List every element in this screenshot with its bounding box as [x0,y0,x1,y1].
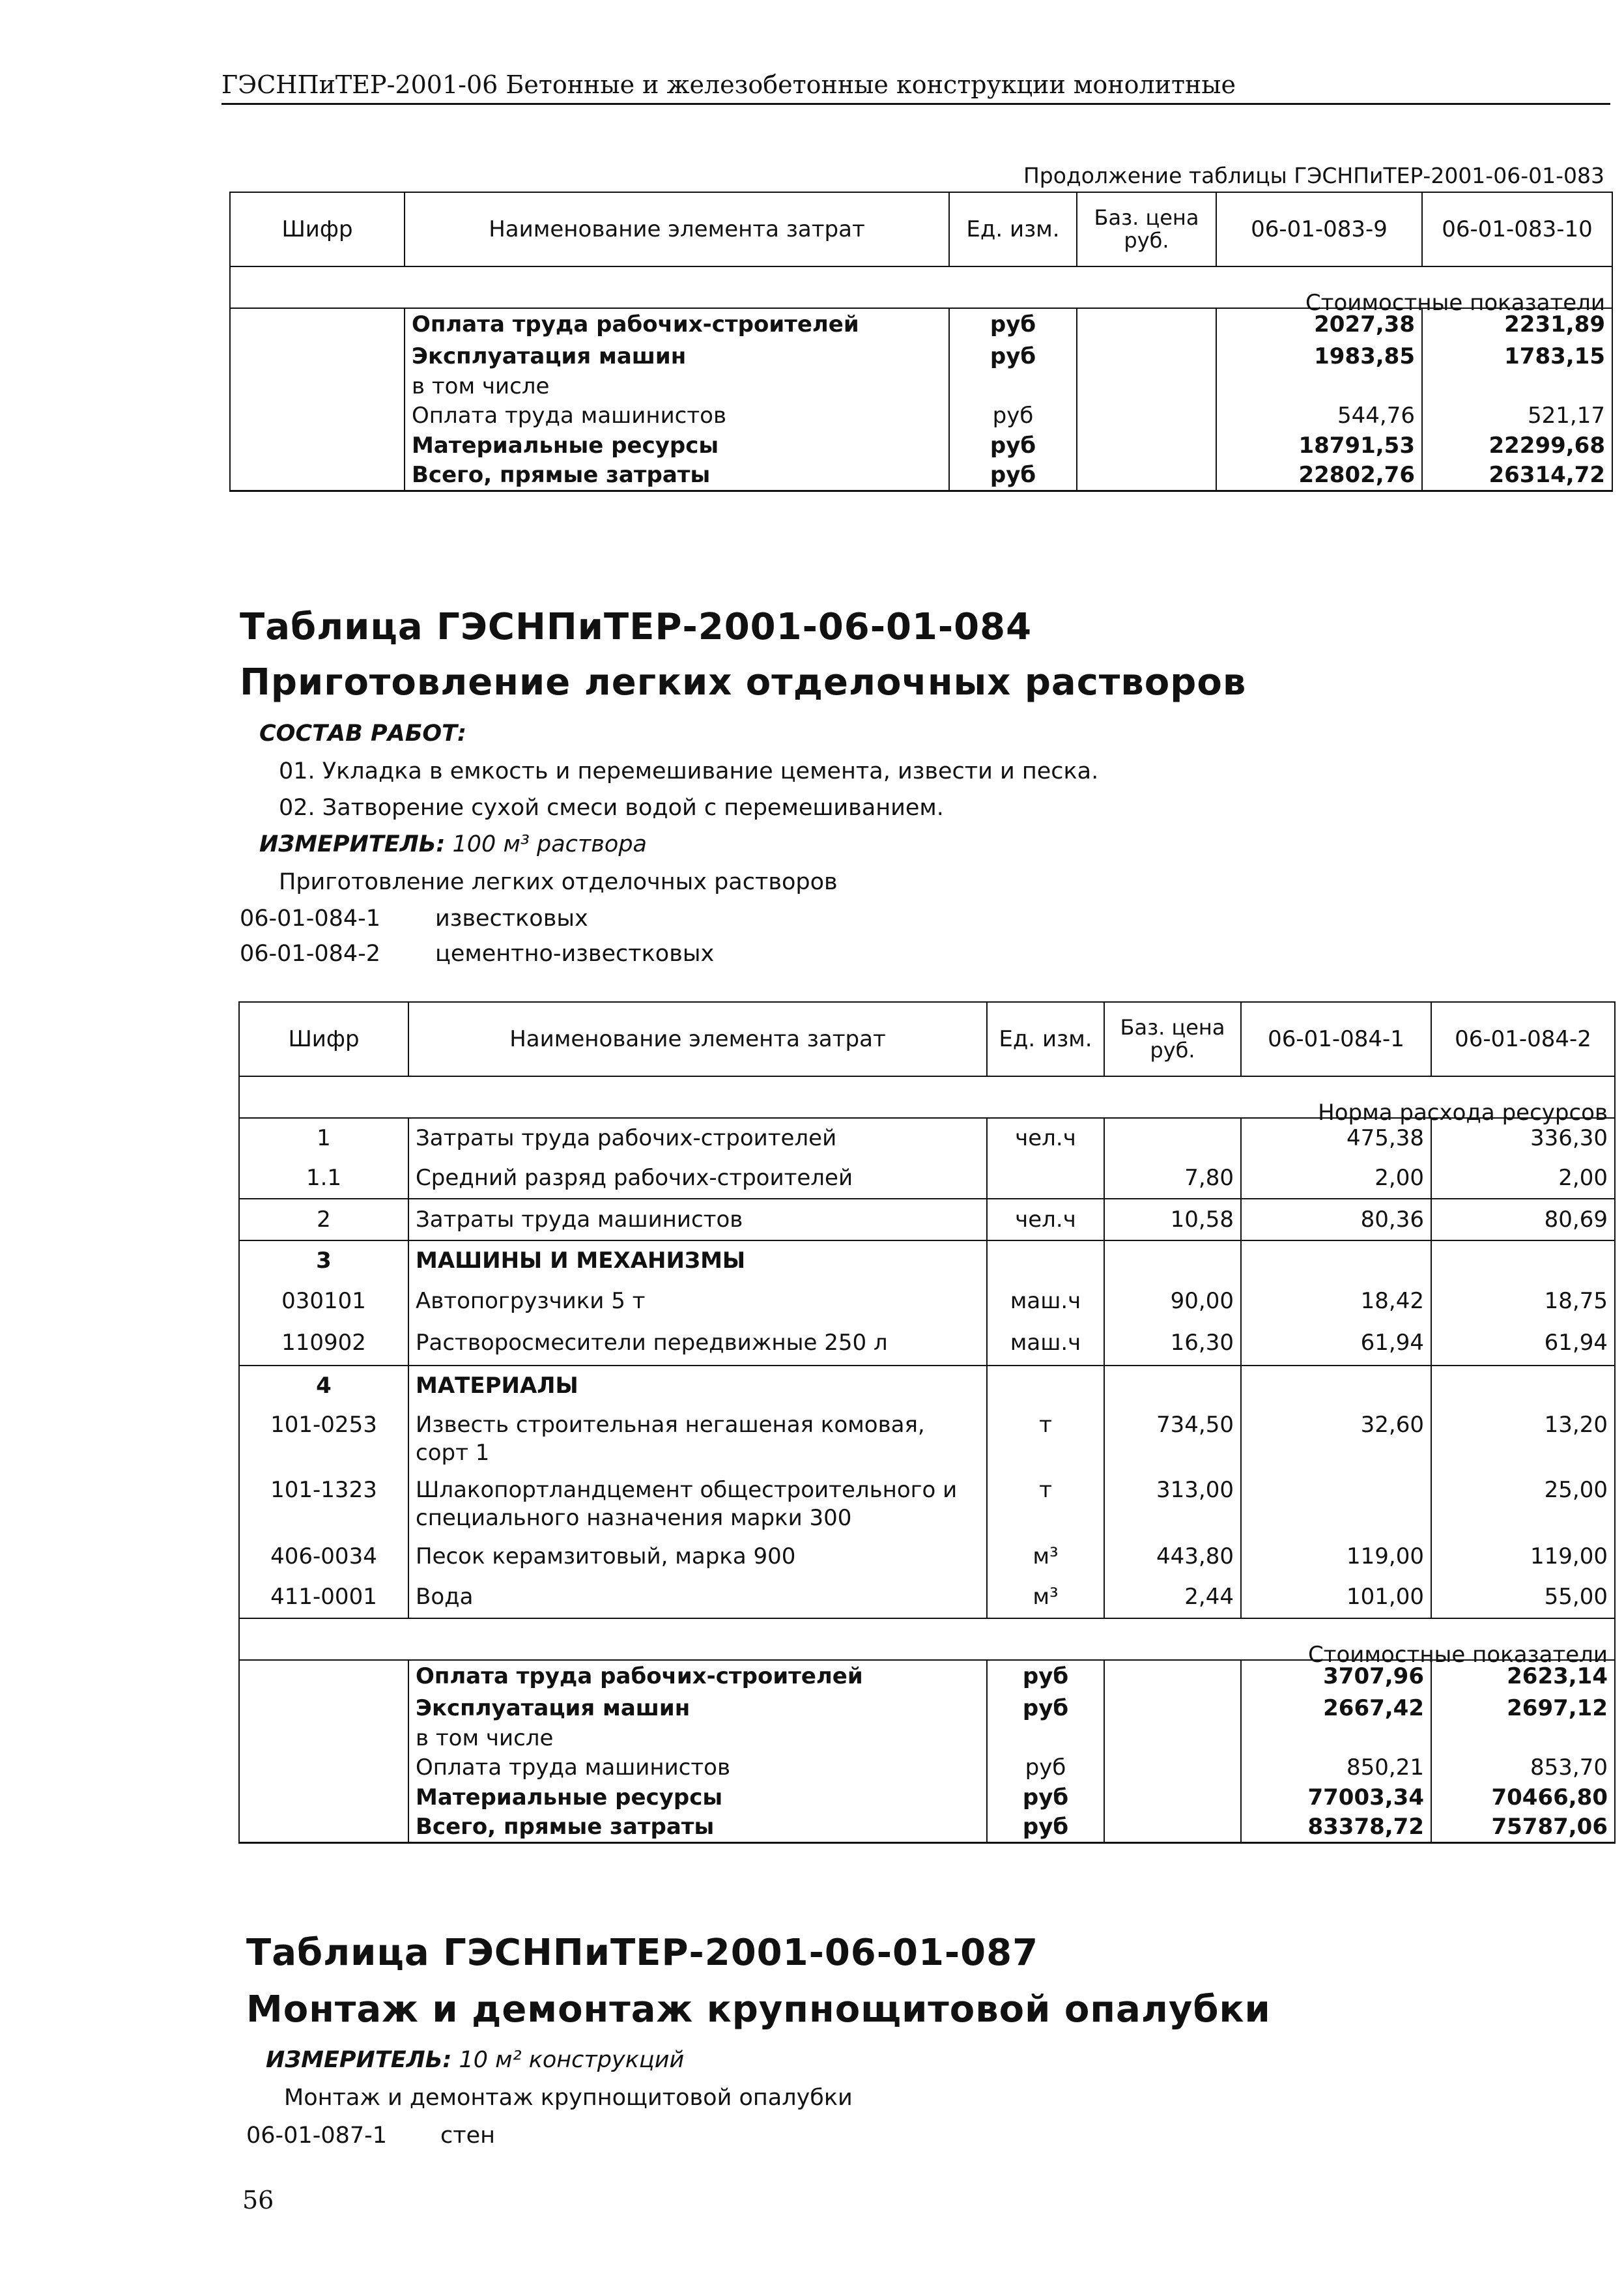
row-name-line: Шлакопортландцемент общестроительного и [416,1477,958,1503]
meter-label: ИЗМЕРИТЕЛЬ: [266,2047,452,2073]
cost-unit: руб [987,1753,1104,1782]
cost-unit [949,372,1077,401]
row-name: Затраты труда рабочих-строителей [408,1118,987,1158]
cost-value-1: 83378,72 [1241,1812,1431,1842]
cost-value-2: 1783,15 [1422,341,1612,372]
cost-name: Материальные ресурсы [405,431,949,461]
section-label: Стоимостные показатели [1307,1641,1608,1668]
variant-name: стен [440,2123,496,2149]
cost-unit: руб [949,431,1077,461]
table-row [239,1321,1615,1366]
cost-unit: руб [949,461,1077,491]
col-header-price: Баз. цена руб. [1077,192,1216,266]
cost-value-2: 2623,14 [1431,1660,1615,1693]
section-row [239,1618,1615,1660]
row-price: 2,44 [1104,1577,1241,1618]
row-code: 4 [239,1366,408,1406]
section-label: Стоимостные показатели [1305,289,1605,316]
row-name: Вода [408,1577,987,1618]
col-header-variant-1: 06-01-083-9 [1216,192,1422,266]
work-composition-heading: СОСТАВ РАБОТ: [259,721,466,747]
table-row [230,401,1612,431]
table-084-subtitle: Приготовление легких отделочных растворов [240,661,1247,704]
cost-unit: руб [987,1782,1104,1812]
cost-value-1: 22802,76 [1216,461,1422,491]
meter-value: 10 м² конструкций [459,2047,685,2073]
row-code: 3 [239,1240,408,1281]
cost-value-1: 18791,53 [1216,431,1422,461]
section-row [239,1076,1615,1118]
header-rule [221,103,1610,105]
cost-value-1: 850,21 [1241,1753,1431,1782]
col-header-name: Наименование элемента затрат [408,1002,987,1076]
cost-value-2: 70466,80 [1431,1782,1615,1812]
row-price: 90,00 [1104,1281,1241,1321]
cost-name: Эксплуатация машин [408,1693,987,1724]
section-label: Норма расхода ресурсов [1318,1099,1608,1126]
table-row [239,1693,1615,1724]
row-code: 110902 [239,1321,408,1366]
meter-value: 100 м³ раствора [452,831,648,857]
cost-value-1: 544,76 [1216,401,1422,431]
row-unit: т [987,1406,1104,1471]
row-value-2: 18,75 [1431,1281,1615,1321]
cost-value-2 [1422,372,1612,401]
row-unit: маш.ч [987,1321,1104,1366]
row-name-line: Известь строительная негашеная комовая, [416,1412,925,1438]
cost-value-2: 853,70 [1431,1753,1615,1782]
row-name [408,1406,987,1471]
cost-value-1: 3707,96 [1241,1660,1431,1693]
row-value-1: 119,00 [1241,1536,1431,1577]
row-price: 313,00 [1104,1471,1241,1536]
row-name-line: специального назначения марки 300 [416,1504,852,1531]
table-087-subtitle: Монтаж и демонтаж крупнощитовой опалубки [246,1988,1271,2031]
cost-unit: руб [987,1693,1104,1724]
table-row [239,1406,1615,1471]
row-name [408,1471,987,1536]
row-value-2: 13,20 [1431,1406,1615,1471]
cost-unit: руб [949,401,1077,431]
col-header-variant-1: 06-01-084-1 [1241,1002,1431,1076]
cost-unit [987,1724,1104,1753]
row-price: 10,58 [1104,1199,1241,1240]
row-code: 030101 [239,1281,408,1321]
row-code: 101-0253 [239,1406,408,1471]
row-value-1: 18,42 [1241,1281,1431,1321]
meter-line [259,831,647,857]
group-name: Приготовление легких отделочных растворов [279,869,838,895]
row-value-2: 55,00 [1431,1577,1615,1618]
cost-value-1 [1241,1724,1431,1753]
cost-name: в том числе [408,1724,987,1753]
table-row [239,1812,1615,1842]
cost-name: в том числе [405,372,949,401]
table-row [239,1724,1615,1753]
row-name: МАШИНЫ И МЕХАНИЗМЫ [408,1240,987,1281]
row-price: 443,80 [1104,1536,1241,1577]
row-code: 1.1 [239,1158,408,1199]
cost-name: Оплата труда машинистов [405,401,949,431]
row-name: Растворосмесители передвижные 250 л [408,1321,987,1366]
row-value-2: 61,94 [1431,1321,1615,1366]
row-value-1: 61,94 [1241,1321,1431,1366]
row-value-1: 80,36 [1241,1199,1431,1240]
row-price: 734,50 [1104,1406,1241,1471]
table-row [239,1158,1615,1199]
row-code: 101-1323 [239,1471,408,1536]
cost-name: Эксплуатация машин [405,341,949,372]
row-code: 1 [239,1118,408,1158]
cost-value-2: 521,17 [1422,401,1612,431]
row-code: 411-0001 [239,1577,408,1618]
table-row [239,1240,1615,1281]
work-item: 01. Укладка в емкость и перемешивание цемента, извести и песка. [279,758,1099,784]
meter-label: ИЗМЕРИТЕЛЬ: [259,831,446,857]
cost-value-1: 77003,34 [1241,1782,1431,1812]
row-name-line: сорт 1 [416,1439,490,1466]
table-083-caption: Продолжение таблицы ГЭСНПиТЕР-2001-06-01-083 [1023,163,1604,188]
row-unit [987,1158,1104,1199]
row-unit: м³ [987,1536,1104,1577]
table-083 [229,192,1613,492]
variant-code: 06-01-084-1 [240,906,381,932]
cost-value-2: 2231,89 [1422,308,1612,341]
row-value-1: 2,00 [1241,1158,1431,1199]
row-unit: чел.ч [987,1199,1104,1240]
row-unit: маш.ч [987,1281,1104,1321]
row-value-2: 2,00 [1431,1158,1615,1199]
cost-value-1: 1983,85 [1216,341,1422,372]
variant-name: цементно-известковых [435,941,715,967]
cost-value-2: 75787,06 [1431,1812,1615,1842]
row-value-1 [1241,1471,1431,1536]
col-header-name: Наименование элемента затрат [405,192,949,266]
col-header-code: Шифр [239,1002,408,1076]
table-row [239,1782,1615,1812]
row-value-2: 80,69 [1431,1199,1615,1240]
row-unit: м³ [987,1577,1104,1618]
cost-value-2: 26314,72 [1422,461,1612,491]
row-unit: чел.ч [987,1118,1104,1158]
group-name: Монтаж и демонтаж крупнощитовой опалубки [284,2085,853,2111]
table-row [239,1366,1615,1406]
page-header: ГЭСНПиТЕР-2001-06 Бетонные и железобетонные конструкции монолитные [221,70,1236,99]
table-row [239,1281,1615,1321]
table-header-row [239,1002,1615,1076]
cost-value-2 [1431,1724,1615,1753]
cost-value-1: 2667,42 [1241,1693,1431,1724]
table-row [239,1536,1615,1577]
cost-unit: руб [987,1660,1104,1693]
row-price: 16,30 [1104,1321,1241,1366]
work-item: 02. Затворение сухой смеси водой с перемешиванием. [279,795,944,821]
table-header-row [230,192,1612,266]
table-row [239,1753,1615,1782]
cost-name: Всего, прямые затраты [405,461,949,491]
variant-code: 06-01-084-2 [240,941,381,967]
table-row [230,431,1612,461]
col-header-unit: Ед. изм. [949,192,1077,266]
cost-unit: руб [949,341,1077,372]
meter-line [266,2047,684,2073]
row-name: Затраты труда машинистов [408,1199,987,1240]
row-code: 2 [239,1199,408,1240]
table-row [230,372,1612,401]
table-row [239,1199,1615,1240]
cost-value-1 [1216,372,1422,401]
cost-value-2: 22299,68 [1422,431,1612,461]
table-row [239,1577,1615,1618]
cost-unit: руб [949,308,1077,341]
table-row [239,1471,1615,1536]
col-header-variant-2: 06-01-083-10 [1422,192,1612,266]
table-087-title: Таблица ГЭСНПиТЕР-2001-06-01-087 [246,1932,1039,1974]
row-value-1: 32,60 [1241,1406,1431,1471]
section-row [230,266,1612,308]
cost-name: Всего, прямые затраты [408,1812,987,1842]
row-value-2: 336,30 [1431,1118,1615,1158]
col-header-price: Баз. цена руб. [1104,1002,1241,1076]
col-header-code: Шифр [230,192,405,266]
table-084-title: Таблица ГЭСНПиТЕР-2001-06-01-084 [240,606,1033,648]
col-header-variant-2: 06-01-084-2 [1431,1002,1615,1076]
cost-name: Оплата труда рабочих-строителей [408,1660,987,1693]
table-row [230,461,1612,491]
variant-name: известковых [435,906,588,932]
variant-code: 06-01-087-1 [246,2123,388,2149]
cost-name: Оплата труда машинистов [408,1753,987,1782]
cost-name: Оплата труда рабочих-строителей [405,308,949,341]
row-value-1: 101,00 [1241,1577,1431,1618]
table-084 [238,1001,1616,1844]
row-name: Средний разряд рабочих-строителей [408,1158,987,1199]
table-row [230,341,1612,372]
row-price: 7,80 [1104,1158,1241,1199]
row-value-2: 25,00 [1431,1471,1615,1536]
cost-value-1: 2027,38 [1216,308,1422,341]
cost-name: Материальные ресурсы [408,1782,987,1812]
row-value-2: 119,00 [1431,1536,1615,1577]
row-value-1: 475,38 [1241,1118,1431,1158]
row-name: Автопогрузчики 5 т [408,1281,987,1321]
cost-value-2: 2697,12 [1431,1693,1615,1724]
cost-unit: руб [987,1812,1104,1842]
row-price [1104,1118,1241,1158]
row-unit: т [987,1471,1104,1536]
row-code: 406-0034 [239,1536,408,1577]
row-name: МАТЕРИАЛЫ [408,1366,987,1406]
row-name: Песок керамзитовый, марка 900 [408,1536,987,1577]
col-header-unit: Ед. изм. [987,1002,1104,1076]
page-number: 56 [242,2186,274,2214]
